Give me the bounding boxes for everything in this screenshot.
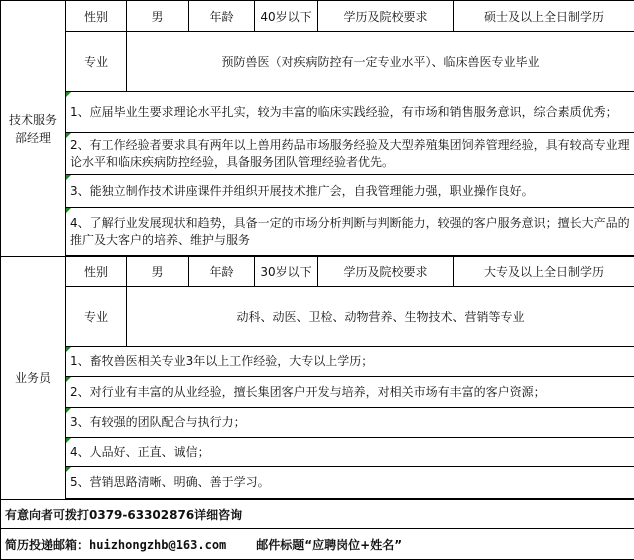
requirement-text: 4、了解行业发展现状和趋势，具备一定的市场分析判断与判断能力，较强的客户服务意识；擅长大产品的推广及大客户的培养、维护与服务 bbox=[66, 208, 634, 256]
requirement-row bbox=[1, 347, 634, 377]
gender-value: 男 bbox=[127, 257, 189, 287]
requirement-row bbox=[1, 175, 634, 208]
edu-value: 大专及以上全日制学历 bbox=[454, 257, 634, 287]
requirement-text: 3、有较强的团队配合与执行力； bbox=[66, 408, 634, 438]
requirement-row bbox=[1, 438, 634, 467]
contact-phone-text: 有意向者可拨打0379-63302876详细咨询 bbox=[1, 500, 634, 529]
gender-label: 性别 bbox=[66, 1, 127, 32]
edu-label: 学历及院校要求 bbox=[318, 1, 454, 32]
requirement-text: 1、应届毕业生要求理论水平扎实，较为丰富的临床实践经验，有市场和销售服务意识，综合素质优秀； bbox=[66, 92, 634, 133]
contact-phone-row bbox=[1, 500, 634, 529]
age-value: 40岁以下 bbox=[255, 1, 318, 32]
requirement-text: 2、对行业有丰富的从业经验，擅长集团客户开发与培养，对相关市场有丰富的客户资源； bbox=[66, 377, 634, 408]
major-label: 专业 bbox=[66, 287, 127, 347]
position-1-basic-row bbox=[1, 1, 634, 32]
major-label: 专业 bbox=[66, 32, 127, 92]
position-2-major-row bbox=[1, 287, 634, 347]
requirement-row bbox=[1, 467, 634, 499]
requirement-text: 4、人品好、正直、诚信； bbox=[66, 438, 634, 467]
position-1-major-row bbox=[1, 32, 634, 92]
email-address[interactable]: huizhongzhb@163.com bbox=[89, 537, 227, 552]
major-value: 动科、动医、卫检、动物营养、生物技术、营销等专业 bbox=[127, 287, 634, 347]
requirement-text: 5、营销思路清晰、明确、善于学习。 bbox=[66, 467, 634, 499]
major-value: 预防兽医（对疾病防控有一定专业水平）、临床兽医专业毕业 bbox=[127, 32, 634, 92]
requirement-row bbox=[1, 208, 634, 256]
contact-email-row bbox=[1, 529, 634, 560]
age-label: 年龄 bbox=[189, 1, 255, 32]
position-2-basic-row bbox=[1, 257, 634, 287]
edu-label: 学历及院校要求 bbox=[318, 257, 454, 287]
age-value: 30岁以下 bbox=[255, 257, 318, 287]
position-2-title: 业务员 bbox=[1, 257, 66, 500]
requirement-row bbox=[1, 408, 634, 438]
email-label: 简历投递邮箱： bbox=[5, 537, 90, 552]
requirement-text: 2、有工作经验者要求具有两年以上兽用药品市场服务经验及大型养殖集团饲养管理经验，具有较高专业理论水平和临床疾病防控经验，具备服务团队管理经验者优先。 bbox=[66, 133, 634, 175]
requirement-text: 3、能独立制作技术讲座课件并组织开展技术推广会，自我管理能力强，职业操作良好。 bbox=[66, 175, 634, 208]
requirement-text: 1、畜牧兽医相关专业3年以上工作经验，大专以上学历； bbox=[66, 347, 634, 377]
requirement-row bbox=[1, 92, 634, 133]
position-1-title-line1: 技术服务 bbox=[8, 112, 57, 127]
gender-value: 男 bbox=[127, 1, 189, 32]
gender-label: 性别 bbox=[66, 257, 127, 287]
position-1-title-line2: 部经理 bbox=[14, 130, 51, 145]
position-1-title bbox=[1, 1, 66, 257]
requirement-row bbox=[1, 133, 634, 175]
requirement-row bbox=[1, 377, 634, 408]
age-label: 年龄 bbox=[189, 257, 255, 287]
contact-email-cell bbox=[1, 529, 634, 560]
email-subject-note: 邮件标题“应聘岗位+姓名” bbox=[256, 537, 403, 552]
edu-value: 硕士及以上全日制学历 bbox=[454, 1, 634, 32]
